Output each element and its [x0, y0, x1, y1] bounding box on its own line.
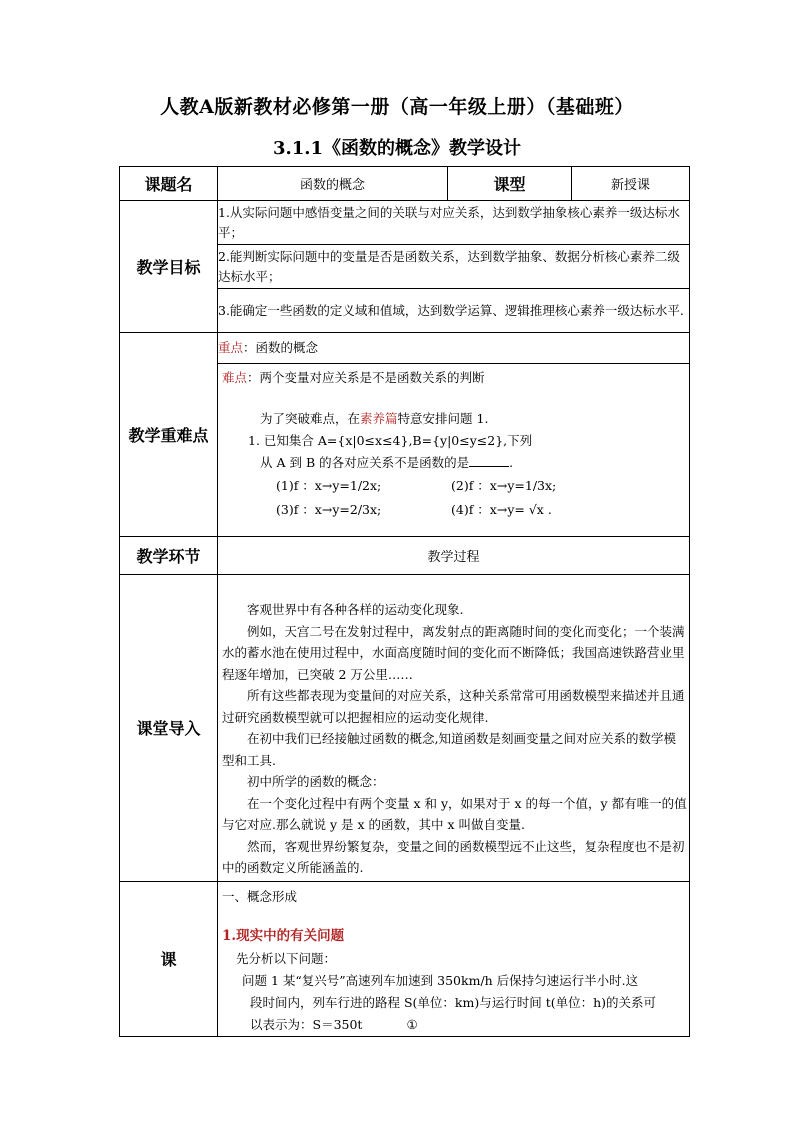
options-row-2: [218, 498, 689, 522]
difficulty-intro: [218, 408, 689, 430]
subsection-heading: 1.现实中的有关问题: [222, 927, 345, 944]
question-text: 从 A 到 B 的各对应关系不是函数的是: [260, 455, 470, 470]
intro-after: 特意安排问题 1.: [397, 411, 489, 426]
objective-item-3: 3.能确定一些函数的定义域和值域，达到数学运算、逻辑推理核心素养一级达标水平.: [218, 289, 690, 333]
intro-paragraph: 初中所学的函数的概念：: [247, 774, 385, 789]
process-label: 教学环节: [120, 537, 218, 575]
problem-mark: ①: [406, 1016, 418, 1032]
difficulty-cell: [218, 364, 690, 537]
lesson-content: [218, 881, 690, 1036]
intro-highlight: 素养篇: [360, 411, 398, 426]
intro-paragraph: 例如，天宫二号在发射过程中，离发射点的距离随时间的变化而变化；一个装满水的蓄水池在使用过程中，水面高度随时间的变化而不断降低；我国高速铁路营业里程逐年增加，已突破 2 万公里……: [222, 623, 685, 682]
topic-row: [120, 167, 690, 201]
lesson-type-value: 新授课: [572, 167, 690, 201]
intro-label: 课堂导入: [120, 575, 218, 882]
option-2: (2)f ：x→y=1/3x;: [451, 478, 557, 493]
key-point-cell: [218, 333, 690, 364]
question-line-2: [218, 452, 689, 474]
intro-paragraph: 在初中我们已经接触过函数的概念,知道函数是刻画变量之间对应关系的数学模型和工具.: [222, 731, 676, 768]
question-line-1: 1. 已知集合 A={x|0≤x≤4},B={y|0≤y≤2},下列: [248, 433, 533, 448]
process-row: [120, 537, 690, 575]
option-1: (1)f ：x→y=1/2x;: [276, 478, 382, 493]
answer-blank: [469, 454, 509, 467]
objectives-label: 教学目标: [120, 201, 218, 333]
lesson-label: 课: [120, 881, 218, 1036]
objective-item-1: 1.从实际问题中感悟变量之间的关联与对应关系，达到数学抽象核心素养一级达标水平；: [218, 201, 690, 245]
intro-paragraph: 客观世界中有各种各样的运动变化现象.: [247, 602, 464, 617]
intro-row: [120, 575, 690, 882]
objective-item-2: 2.能判断实际问题中的变量是否是函数关系，达到数学抽象、数据分析核心素养二级达标水平；: [218, 245, 690, 289]
intro-paragraph: 在一个变化过程中有两个变量 x 和 y，如果对于 x 的每一个值，y 都有唯一的值与它对应.那么就说 y 是 x 的函数，其中 x 叫做自变量.: [222, 795, 687, 832]
key-point-prefix: 重点: [218, 340, 244, 355]
key-point-row: [120, 333, 690, 364]
problem-formula: 以表示为：S＝350t: [250, 1016, 363, 1032]
problem-line-3: [222, 1014, 685, 1036]
difficulty-text: ：两个变量对应关系是不是函数关系的判断: [247, 370, 485, 385]
lesson-plan-table: [119, 166, 690, 1037]
process-value: 教学过程: [218, 537, 690, 575]
topic-label: 课题名: [120, 167, 218, 201]
document-subtitle: 3.1.1《函数的概念》教学设计: [272, 138, 522, 159]
intro-paragraph: 所有这些都表现为变量间的对应关系，这种关系常常可用函数模型来描述并且通过研究函数模型就可以把握相应的运动变化规律.: [222, 688, 685, 725]
lesson-row: [120, 881, 690, 1036]
intro-paragraph: 然而，客观世界纷繁复杂，变量之间的函数模型远不止这些，复杂程度也不是初中的函数定义所能涵盖的.: [222, 838, 685, 875]
topic-value: 函数的概念: [218, 167, 448, 201]
difficulty-prefix: 难点: [222, 370, 248, 385]
lesson-type-label: 课型: [448, 167, 572, 201]
problem-line-1: 问题 1 某“复兴号”高速列车加速到 350km/h 后保持匀速运行半小时.这: [242, 972, 639, 988]
intro-content: [218, 575, 690, 882]
intro-before: 为了突破难点，在: [260, 411, 361, 426]
document-title: 人教A版新教材必修第一册（高一年级上册）（基础班）: [160, 96, 634, 118]
objective-row-1: [120, 201, 690, 245]
keypoints-label: 教学重难点: [120, 333, 218, 537]
question-end: .: [509, 455, 514, 470]
key-point-text: ：函数的概念: [243, 340, 319, 355]
options-row-1: [218, 474, 689, 498]
lesson-lead: 先分析以下问题：: [236, 950, 337, 966]
section-heading: 一、概念形成: [222, 888, 298, 904]
option-3: (3)f ：x→y=2/3x;: [276, 502, 382, 517]
problem-line-2: 段时间内，列车行进的路程 S(单位：km)与运行时间 t(单位：h)的关系可: [250, 994, 657, 1010]
option-4: (4)f ：x→y= √x .: [451, 502, 552, 517]
